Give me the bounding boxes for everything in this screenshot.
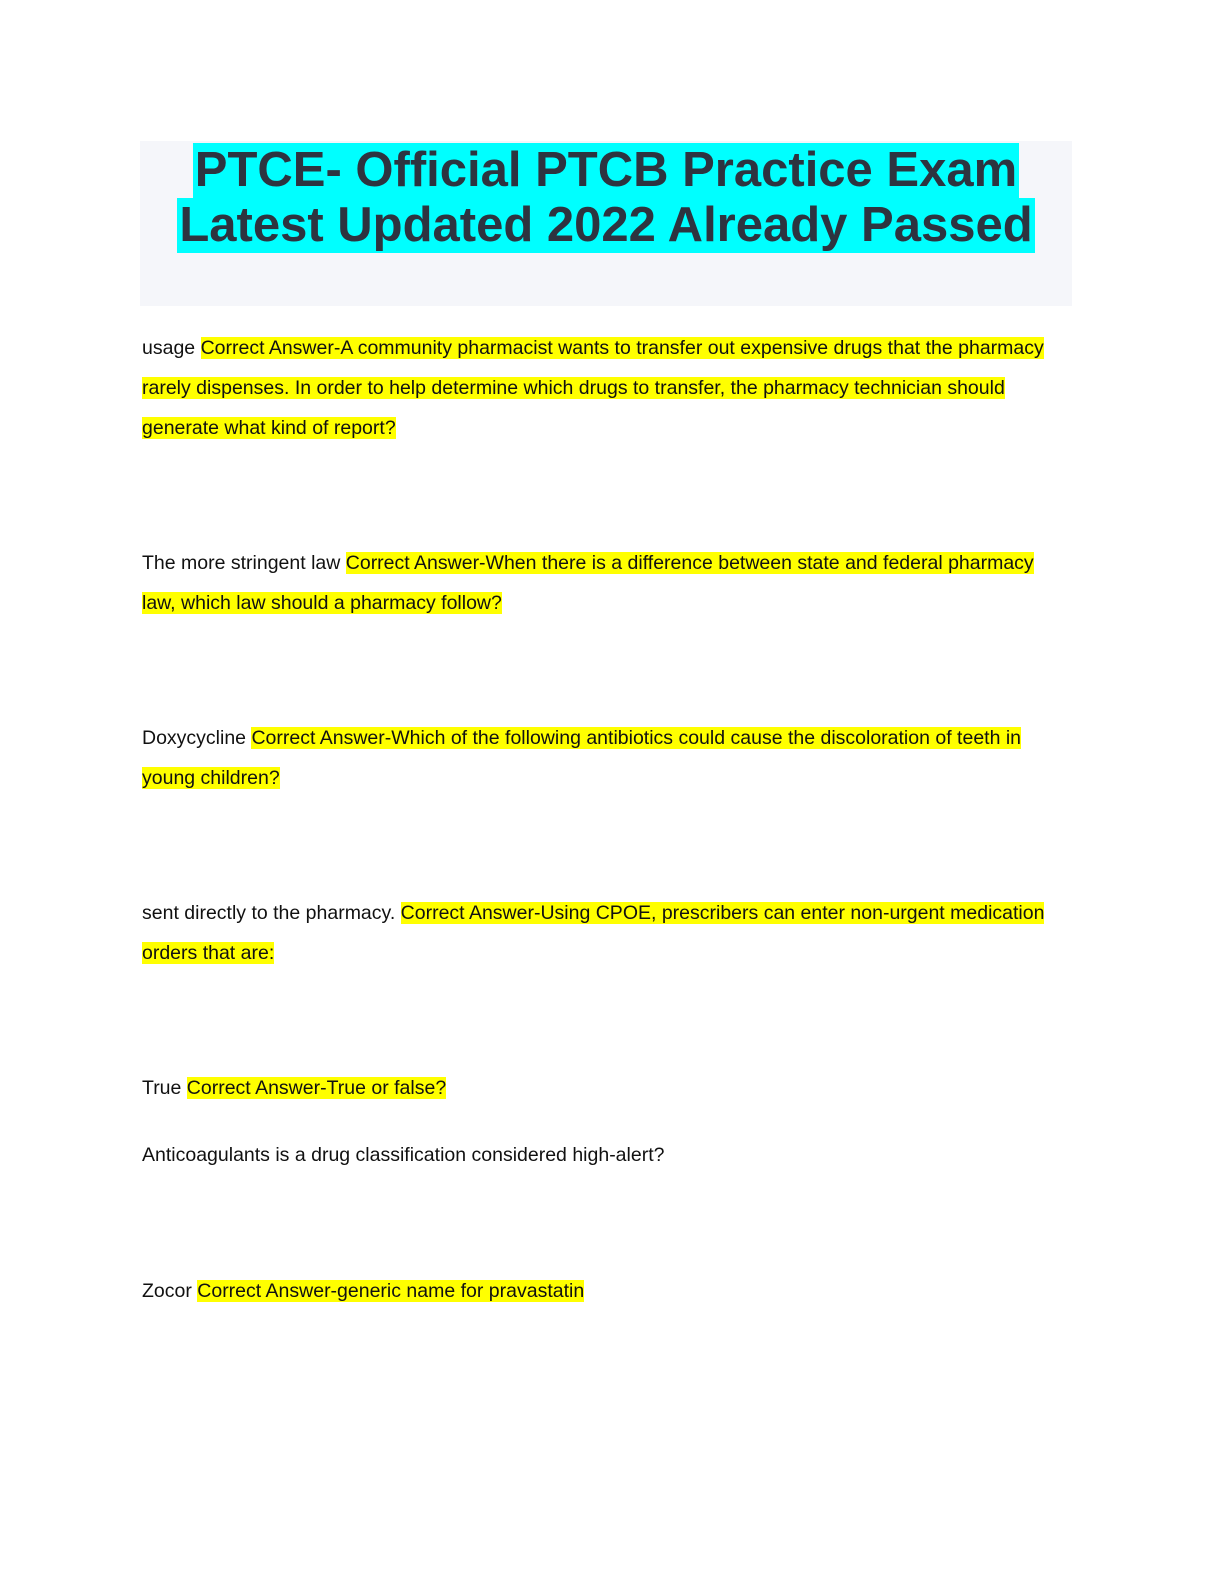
- entry-term: The more stringent law: [142, 552, 346, 574]
- entry-term: sent directly to the pharmacy.: [142, 902, 401, 924]
- title-wrap: [140, 141, 1072, 253]
- title-line-1: PTCE- Official PTCB Practice Exam: [194, 143, 1018, 197]
- qa-entry-usage: [142, 328, 1072, 448]
- qa-entry-doxycycline: [142, 718, 1072, 798]
- document-title: [177, 143, 1034, 252]
- qa-entry-cpoe: [142, 893, 1072, 973]
- entry-term: True: [142, 1077, 187, 1099]
- entry-answer: Correct Answer-generic name for pravastatin: [197, 1280, 585, 1302]
- entry-answer: Correct Answer-A community pharmacist wants to transfer out expensive drugs that the pharmacy rarely dispenses. In order to help determine which drugs to transfer, the pharmacy technician should generate what kind of report?: [142, 337, 1044, 439]
- title-block: [140, 141, 1072, 306]
- entry-answer: Correct Answer-True or false?: [186, 1077, 447, 1099]
- entry-answer: Correct Answer-Which of the following antibiotics could cause the discoloration of teeth in young children?: [142, 727, 1022, 789]
- qa-entry-true-continuation: Anticoagulants is a drug classification considered high-alert?: [142, 1144, 665, 1166]
- title-line-2: Latest Updated 2022 Already Passed: [179, 198, 1033, 252]
- qa-entry-zocor: [142, 1271, 1072, 1311]
- entry-answer: Correct Answer-When there is a difference between state and federal pharmacy law, which law should a pharmacy follow?: [142, 552, 1034, 614]
- entry-answer: Correct Answer-Using CPOE, prescribers can enter non-urgent medication orders that are:: [142, 902, 1045, 964]
- qa-entry-stringent-law: [142, 543, 1072, 623]
- qa-entry-true: [142, 1068, 1072, 1108]
- entry-term: Doxycycline: [142, 727, 252, 749]
- entry-term: usage: [142, 337, 201, 359]
- entry-term: Zocor: [142, 1280, 198, 1302]
